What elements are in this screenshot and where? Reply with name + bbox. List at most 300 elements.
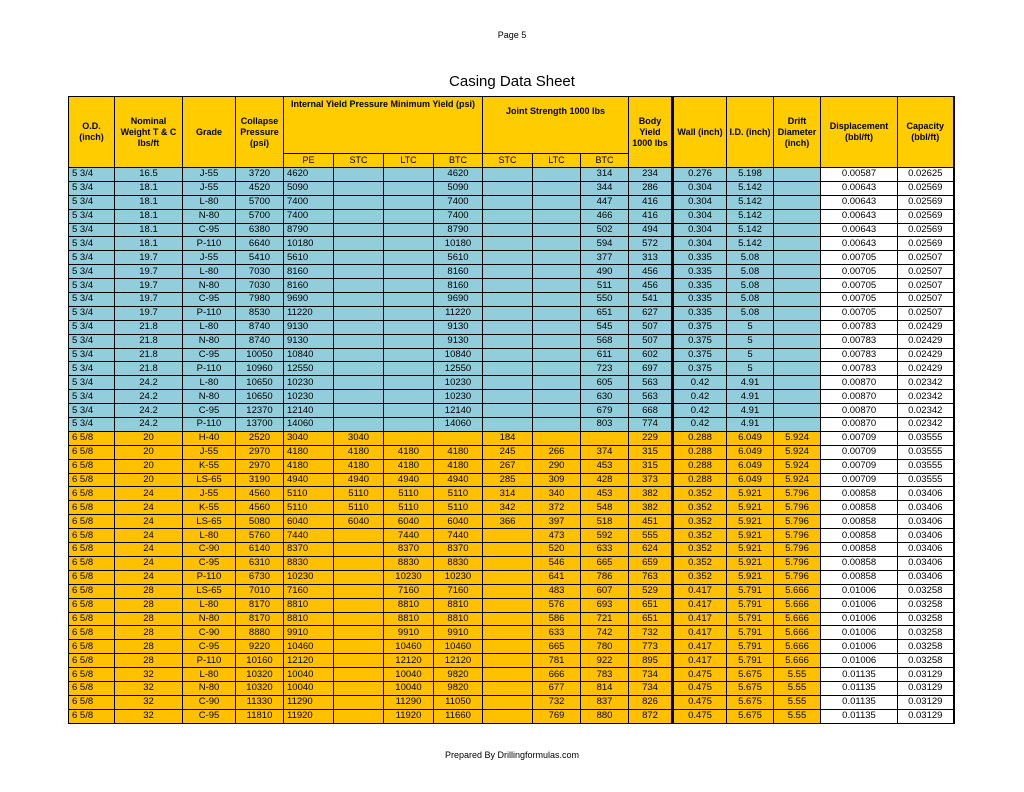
cell-wall: 0.42 <box>673 418 727 432</box>
cell-collapse: 6140 <box>236 543 284 557</box>
cell-grade: P-110 <box>183 570 236 584</box>
cell-js-btc: 611 <box>581 348 629 362</box>
cell-iy-btc <box>434 431 483 445</box>
cell-displacement: 0.01135 <box>821 681 898 695</box>
cell-js-stc <box>483 168 533 182</box>
cell-collapse: 10960 <box>236 362 284 376</box>
cell-weight: 24.2 <box>115 404 183 418</box>
cell-iy-ltc <box>384 251 434 265</box>
cell-iy-ltc: 10230 <box>384 570 434 584</box>
cell-grade: C-95 <box>183 223 236 237</box>
cell-iy-ltc <box>384 223 434 237</box>
cell-wall: 0.475 <box>673 709 727 723</box>
cell-displacement: 0.01006 <box>821 598 898 612</box>
cell-iy-btc: 12140 <box>434 404 483 418</box>
cell-iy-stc <box>334 223 384 237</box>
cell-wall: 0.288 <box>673 445 727 459</box>
cell-wall: 0.304 <box>673 223 727 237</box>
cell-displacement: 0.00705 <box>821 265 898 279</box>
cell-js-btc: 693 <box>581 598 629 612</box>
cell-iy-stc <box>334 640 384 654</box>
cell-js-btc: 314 <box>581 168 629 182</box>
cell-displacement: 0.00783 <box>821 362 898 376</box>
cell-od: 6 5/8 <box>69 612 115 626</box>
cell-id: 5.791 <box>727 626 774 640</box>
table-row <box>69 640 954 654</box>
table-row <box>69 515 954 529</box>
cell-capacity: 0.02625 <box>898 168 954 182</box>
cell-js-ltc <box>533 265 581 279</box>
cell-wall: 0.304 <box>673 209 727 223</box>
cell-displacement: 0.00858 <box>821 556 898 570</box>
cell-grade: N-80 <box>183 209 236 223</box>
cell-js-stc <box>483 612 533 626</box>
cell-weight: 21.8 <box>115 348 183 362</box>
cell-js-btc: 592 <box>581 529 629 543</box>
cell-drift: 5.666 <box>774 640 821 654</box>
cell-od: 5 3/4 <box>69 348 115 362</box>
cell-id: 5.142 <box>727 181 774 195</box>
cell-iy-stc <box>334 598 384 612</box>
subheader-js-ltc: LTC <box>533 154 581 168</box>
cell-iy-ltc <box>384 306 434 320</box>
cell-weight: 24.2 <box>115 376 183 390</box>
cell-capacity: 0.03406 <box>898 556 954 570</box>
subheader-iy-ltc: LTC <box>384 154 434 168</box>
cell-iy-pe: 5110 <box>284 487 334 501</box>
header-collapse: Collapse Pressure (psi) <box>236 97 284 168</box>
cell-wall: 0.352 <box>673 501 727 515</box>
subheader-js-stc: STC <box>483 154 533 168</box>
cell-capacity: 0.03555 <box>898 431 954 445</box>
cell-js-btc: 803 <box>581 418 629 432</box>
cell-capacity: 0.03258 <box>898 612 954 626</box>
cell-id: 5.08 <box>727 293 774 307</box>
cell-js-btc: 742 <box>581 626 629 640</box>
cell-drift: 5.55 <box>774 695 821 709</box>
cell-collapse: 9220 <box>236 640 284 654</box>
cell-wall: 0.304 <box>673 195 727 209</box>
table-row <box>69 279 954 293</box>
cell-js-ltc <box>533 293 581 307</box>
cell-drift <box>774 404 821 418</box>
cell-displacement: 0.00709 <box>821 473 898 487</box>
cell-od: 6 5/8 <box>69 695 115 709</box>
cell-grade: P-110 <box>183 362 236 376</box>
cell-drift: 5.666 <box>774 626 821 640</box>
cell-iy-ltc <box>384 362 434 376</box>
cell-iy-ltc: 8810 <box>384 612 434 626</box>
cell-weight: 28 <box>115 612 183 626</box>
cell-iy-stc <box>334 195 384 209</box>
cell-displacement: 0.00643 <box>821 195 898 209</box>
cell-wall: 0.475 <box>673 681 727 695</box>
cell-capacity: 0.03129 <box>898 695 954 709</box>
cell-id: 4.91 <box>727 376 774 390</box>
cell-displacement: 0.01135 <box>821 695 898 709</box>
cell-collapse: 7030 <box>236 279 284 293</box>
header-od: O.D. (inch) <box>69 97 115 168</box>
cell-weight: 28 <box>115 640 183 654</box>
cell-drift: 5.666 <box>774 598 821 612</box>
cell-iy-pe: 9690 <box>284 293 334 307</box>
cell-js-ltc: 309 <box>533 473 581 487</box>
cell-collapse: 8740 <box>236 334 284 348</box>
cell-body-yield: 734 <box>629 681 673 695</box>
cell-collapse: 2970 <box>236 445 284 459</box>
cell-collapse: 10650 <box>236 376 284 390</box>
cell-js-ltc: 781 <box>533 654 581 668</box>
cell-iy-ltc: 5110 <box>384 501 434 515</box>
cell-collapse: 2970 <box>236 459 284 473</box>
cell-grade: P-110 <box>183 237 236 251</box>
cell-iy-pe: 4180 <box>284 445 334 459</box>
cell-js-btc: 786 <box>581 570 629 584</box>
cell-js-ltc: 586 <box>533 612 581 626</box>
cell-grade: C-95 <box>183 640 236 654</box>
cell-iy-btc: 7160 <box>434 584 483 598</box>
cell-js-ltc: 483 <box>533 584 581 598</box>
header-capacity: Capacity (bbl/ft) <box>898 97 954 168</box>
cell-iy-btc: 8810 <box>434 612 483 626</box>
cell-wall: 0.335 <box>673 293 727 307</box>
cell-drift <box>774 320 821 334</box>
cell-iy-stc: 6040 <box>334 515 384 529</box>
cell-iy-btc: 8160 <box>434 279 483 293</box>
cell-capacity: 0.03258 <box>898 654 954 668</box>
cell-iy-stc: 3040 <box>334 431 384 445</box>
cell-iy-stc: 4940 <box>334 473 384 487</box>
cell-iy-btc: 9130 <box>434 334 483 348</box>
cell-iy-btc: 8370 <box>434 543 483 557</box>
cell-body-yield: 456 <box>629 265 673 279</box>
cell-iy-ltc <box>384 195 434 209</box>
table-row <box>69 223 954 237</box>
cell-od: 6 5/8 <box>69 681 115 695</box>
cell-iy-pe: 5610 <box>284 251 334 265</box>
cell-iy-stc <box>334 181 384 195</box>
cell-js-btc: 922 <box>581 654 629 668</box>
cell-js-stc <box>483 626 533 640</box>
cell-js-btc: 837 <box>581 695 629 709</box>
cell-weight: 24 <box>115 515 183 529</box>
cell-id: 5.675 <box>727 695 774 709</box>
cell-od: 6 5/8 <box>69 640 115 654</box>
cell-iy-stc <box>334 168 384 182</box>
cell-wall: 0.417 <box>673 612 727 626</box>
cell-iy-btc: 10840 <box>434 348 483 362</box>
cell-wall: 0.417 <box>673 598 727 612</box>
cell-grade: C-95 <box>183 348 236 362</box>
cell-js-ltc: 732 <box>533 695 581 709</box>
cell-iy-pe: 5110 <box>284 501 334 515</box>
cell-drift: 5.796 <box>774 487 821 501</box>
cell-drift <box>774 293 821 307</box>
cell-js-btc: 651 <box>581 306 629 320</box>
cell-iy-ltc <box>384 237 434 251</box>
cell-collapse: 10050 <box>236 348 284 362</box>
cell-wall: 0.417 <box>673 626 727 640</box>
page-number: Page 5 <box>497 30 527 40</box>
cell-js-stc <box>483 320 533 334</box>
cell-drift: 5.924 <box>774 431 821 445</box>
cell-iy-btc: 4940 <box>434 473 483 487</box>
cell-js-stc: 245 <box>483 445 533 459</box>
cell-weight: 21.8 <box>115 362 183 376</box>
cell-iy-stc <box>334 584 384 598</box>
cell-iy-pe: 9130 <box>284 320 334 334</box>
cell-od: 6 5/8 <box>69 626 115 640</box>
cell-capacity: 0.03555 <box>898 473 954 487</box>
cell-js-ltc <box>533 306 581 320</box>
cell-body-yield: 826 <box>629 695 673 709</box>
cell-id: 5.675 <box>727 709 774 723</box>
cell-iy-btc: 8160 <box>434 265 483 279</box>
cell-js-stc <box>483 668 533 682</box>
cell-displacement: 0.00705 <box>821 306 898 320</box>
cell-iy-btc: 10230 <box>434 570 483 584</box>
cell-wall: 0.288 <box>673 473 727 487</box>
cell-js-stc <box>483 334 533 348</box>
cell-grade: C-95 <box>183 404 236 418</box>
cell-od: 5 3/4 <box>69 181 115 195</box>
cell-id: 5.198 <box>727 168 774 182</box>
cell-iy-pe: 12140 <box>284 404 334 418</box>
cell-js-stc: 267 <box>483 459 533 473</box>
cell-js-ltc <box>533 320 581 334</box>
cell-capacity: 0.03258 <box>898 598 954 612</box>
cell-od: 5 3/4 <box>69 418 115 432</box>
cell-iy-btc: 4180 <box>434 445 483 459</box>
cell-displacement: 0.01006 <box>821 584 898 598</box>
cell-collapse: 6730 <box>236 570 284 584</box>
table-row <box>69 404 954 418</box>
cell-iy-pe: 3040 <box>284 431 334 445</box>
cell-iy-btc: 8790 <box>434 223 483 237</box>
table-row <box>69 237 954 251</box>
cell-js-btc: 783 <box>581 668 629 682</box>
cell-drift <box>774 418 821 432</box>
cell-od: 5 3/4 <box>69 168 115 182</box>
cell-od: 5 3/4 <box>69 390 115 404</box>
table-row <box>69 306 954 320</box>
cell-weight: 20 <box>115 459 183 473</box>
cell-drift <box>774 209 821 223</box>
cell-iy-btc: 4620 <box>434 168 483 182</box>
cell-displacement: 0.00870 <box>821 390 898 404</box>
cell-id: 5 <box>727 320 774 334</box>
table-row <box>69 376 954 390</box>
cell-collapse: 8880 <box>236 626 284 640</box>
cell-grade: C-95 <box>183 556 236 570</box>
cell-iy-ltc: 11290 <box>384 695 434 709</box>
cell-iy-stc: 4180 <box>334 445 384 459</box>
cell-js-stc: 285 <box>483 473 533 487</box>
cell-js-stc <box>483 251 533 265</box>
cell-body-yield: 895 <box>629 654 673 668</box>
cell-grade: C-95 <box>183 709 236 723</box>
cell-displacement: 0.00705 <box>821 293 898 307</box>
cell-iy-btc: 5090 <box>434 181 483 195</box>
cell-id: 5.142 <box>727 237 774 251</box>
cell-wall: 0.352 <box>673 556 727 570</box>
table-row <box>69 445 954 459</box>
cell-capacity: 0.03258 <box>898 584 954 598</box>
cell-iy-pe: 11220 <box>284 306 334 320</box>
cell-collapse: 4560 <box>236 501 284 515</box>
cell-drift <box>774 265 821 279</box>
table-row <box>69 570 954 584</box>
cell-body-yield: 416 <box>629 195 673 209</box>
cell-js-stc <box>483 237 533 251</box>
cell-wall: 0.288 <box>673 431 727 445</box>
cell-capacity: 0.03129 <box>898 681 954 695</box>
cell-displacement: 0.00705 <box>821 251 898 265</box>
cell-id: 5.675 <box>727 681 774 695</box>
cell-js-stc <box>483 306 533 320</box>
cell-js-stc <box>483 348 533 362</box>
cell-js-ltc: 546 <box>533 556 581 570</box>
cell-collapse: 3190 <box>236 473 284 487</box>
cell-collapse: 13700 <box>236 418 284 432</box>
cell-iy-btc: 12120 <box>434 654 483 668</box>
cell-drift: 5.924 <box>774 473 821 487</box>
cell-body-yield: 286 <box>629 181 673 195</box>
cell-displacement: 0.00783 <box>821 348 898 362</box>
cell-iy-ltc: 7160 <box>384 584 434 598</box>
cell-capacity: 0.02342 <box>898 390 954 404</box>
cell-grade: N-80 <box>183 390 236 404</box>
cell-body-yield: 659 <box>629 556 673 570</box>
cell-body-yield: 507 <box>629 334 673 348</box>
cell-iy-btc: 10460 <box>434 640 483 654</box>
cell-iy-stc <box>334 668 384 682</box>
cell-iy-btc: 6040 <box>434 515 483 529</box>
cell-js-btc: 447 <box>581 195 629 209</box>
cell-id: 5.08 <box>727 265 774 279</box>
cell-iy-pe: 8810 <box>284 598 334 612</box>
table-row <box>69 418 954 432</box>
cell-grade: L-80 <box>183 598 236 612</box>
cell-js-ltc: 397 <box>533 515 581 529</box>
cell-id: 5.142 <box>727 195 774 209</box>
cell-iy-btc: 11660 <box>434 709 483 723</box>
cell-body-yield: 229 <box>629 431 673 445</box>
cell-iy-stc: 5110 <box>334 501 384 515</box>
cell-body-yield: 451 <box>629 515 673 529</box>
cell-od: 5 3/4 <box>69 279 115 293</box>
cell-od: 6 5/8 <box>69 556 115 570</box>
cell-collapse: 12370 <box>236 404 284 418</box>
cell-weight: 20 <box>115 473 183 487</box>
table-row <box>69 168 954 182</box>
cell-grade: L-80 <box>183 376 236 390</box>
cell-js-btc: 466 <box>581 209 629 223</box>
cell-wall: 0.42 <box>673 404 727 418</box>
cell-js-stc <box>483 681 533 695</box>
cell-drift: 5.796 <box>774 515 821 529</box>
cell-iy-ltc <box>384 181 434 195</box>
cell-capacity: 0.02342 <box>898 376 954 390</box>
cell-wall: 0.475 <box>673 668 727 682</box>
cell-iy-btc: 4180 <box>434 459 483 473</box>
cell-capacity: 0.02429 <box>898 362 954 376</box>
cell-iy-btc: 5110 <box>434 487 483 501</box>
cell-grade: J-55 <box>183 251 236 265</box>
cell-iy-pe: 10180 <box>284 237 334 251</box>
cell-capacity: 0.02342 <box>898 418 954 432</box>
cell-js-ltc: 769 <box>533 709 581 723</box>
cell-wall: 0.42 <box>673 390 727 404</box>
cell-wall: 0.335 <box>673 251 727 265</box>
cell-body-yield: 541 <box>629 293 673 307</box>
cell-od: 5 3/4 <box>69 320 115 334</box>
cell-iy-ltc <box>384 168 434 182</box>
cell-iy-btc: 11050 <box>434 695 483 709</box>
cell-collapse: 8170 <box>236 612 284 626</box>
header-grade: Grade <box>183 97 236 168</box>
table-row <box>69 626 954 640</box>
cell-iy-pe: 8370 <box>284 543 334 557</box>
cell-capacity: 0.02429 <box>898 320 954 334</box>
cell-wall: 0.352 <box>673 570 727 584</box>
cell-grade: H-40 <box>183 431 236 445</box>
cell-weight: 24 <box>115 543 183 557</box>
cell-iy-stc <box>334 362 384 376</box>
cell-js-stc <box>483 598 533 612</box>
cell-iy-stc <box>334 376 384 390</box>
casing-data-table <box>68 96 955 724</box>
cell-od: 6 5/8 <box>69 473 115 487</box>
cell-collapse: 5700 <box>236 195 284 209</box>
cell-js-ltc: 633 <box>533 626 581 640</box>
cell-displacement: 0.00643 <box>821 237 898 251</box>
table-row <box>69 362 954 376</box>
cell-od: 5 3/4 <box>69 293 115 307</box>
cell-js-ltc <box>533 431 581 445</box>
cell-body-yield: 555 <box>629 529 673 543</box>
cell-collapse: 6380 <box>236 223 284 237</box>
cell-iy-btc: 9910 <box>434 626 483 640</box>
cell-js-stc <box>483 529 533 543</box>
cell-od: 6 5/8 <box>69 584 115 598</box>
cell-js-stc: 342 <box>483 501 533 515</box>
cell-id: 5 <box>727 348 774 362</box>
cell-js-stc <box>483 390 533 404</box>
cell-iy-pe: 10040 <box>284 668 334 682</box>
cell-wall: 0.352 <box>673 529 727 543</box>
cell-iy-stc <box>334 293 384 307</box>
cell-weight: 24 <box>115 501 183 515</box>
cell-id: 6.049 <box>727 473 774 487</box>
cell-weight: 18.1 <box>115 181 183 195</box>
cell-iy-ltc <box>384 293 434 307</box>
cell-drift <box>774 181 821 195</box>
cell-id: 5.791 <box>727 598 774 612</box>
subheader-iy-pe: PE <box>284 154 334 168</box>
cell-js-ltc: 266 <box>533 445 581 459</box>
cell-iy-stc <box>334 320 384 334</box>
cell-capacity: 0.02342 <box>898 404 954 418</box>
cell-drift <box>774 195 821 209</box>
cell-grade: P-110 <box>183 418 236 432</box>
cell-js-ltc: 520 <box>533 543 581 557</box>
cell-iy-pe: 8790 <box>284 223 334 237</box>
cell-displacement: 0.00587 <box>821 168 898 182</box>
cell-iy-ltc <box>384 418 434 432</box>
cell-body-yield: 774 <box>629 418 673 432</box>
cell-wall: 0.42 <box>673 376 727 390</box>
